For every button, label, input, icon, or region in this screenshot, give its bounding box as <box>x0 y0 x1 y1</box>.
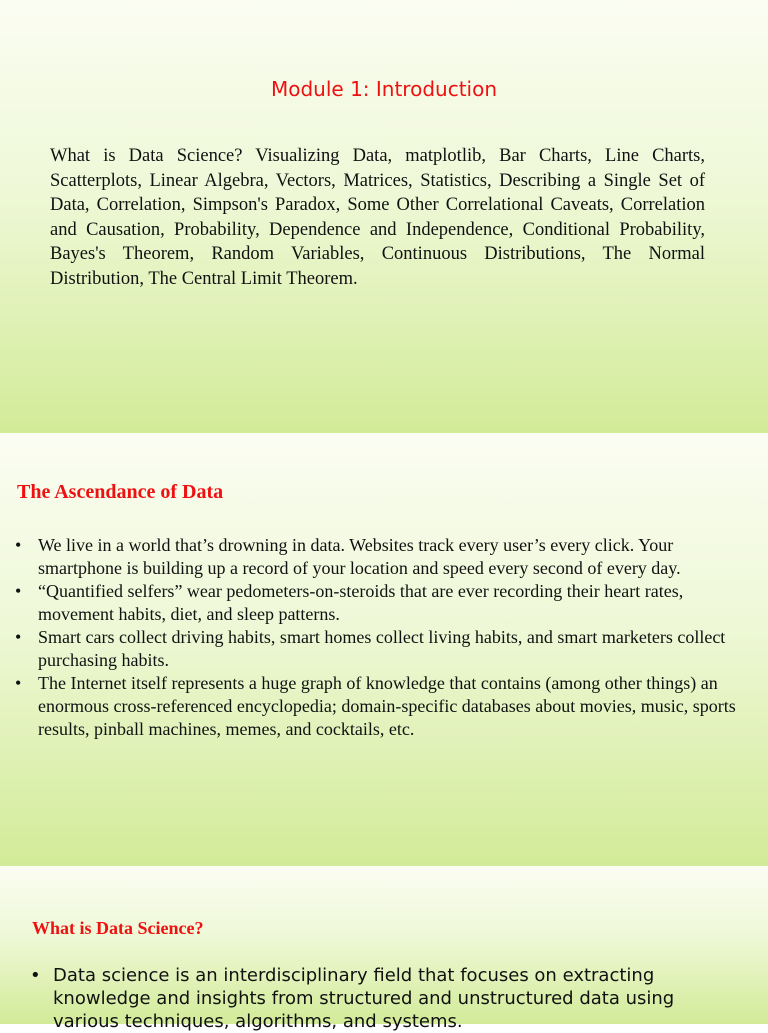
bullet-icon: • <box>15 581 22 601</box>
slide-title-module-1: Module 1: Introduction <box>270 77 497 101</box>
bullet-icon: • <box>15 673 22 693</box>
bullet-text: “Quantified selfers” wear pedometers-on-steroids that are ever recording their heart rates, movement habits, diet, and sleep patterns. <box>38 581 684 624</box>
slide-title-what-is-data-science: What is Data Science? <box>32 918 204 938</box>
ascendance-bullet-list <box>15 534 750 741</box>
list-item <box>15 672 750 741</box>
list-item <box>30 964 740 1033</box>
bullet-icon: • <box>15 627 22 647</box>
data-science-bullet-list <box>30 964 740 1033</box>
list-item <box>15 626 750 672</box>
list-item <box>15 534 750 580</box>
bullet-text: Smart cars collect driving habits, smart homes collect living habits, and smart marketers collect purchasing habits. <box>38 627 726 670</box>
bullet-text: The Internet itself represents a huge graph of knowledge that contains (among other things) an enormous cross-referenced encyclopedia; domain-specific databases about movies, music, sports results, pinball machines, memes, and cocktails, etc. <box>38 673 736 739</box>
slide-title-ascendance-of-data: The Ascendance of Data <box>17 481 224 503</box>
list-item <box>15 580 750 626</box>
bullet-icon: • <box>15 535 22 555</box>
module-topics-paragraph: What is Data Science? Visualizing Data, matplotlib, Bar Charts, Line Charts, Scatterplots, Linear Algebra, Vectors, Matrices, Statistics, Describing a Single Set of Data, Correlation, Simpson's Paradox, Some Other Correlational Caveats, Correlation and Causation, Probability, Dependence and Independence, Conditional Probability, Bayes's Theorem, Random Variables, Continuous Distributions, The Normal Distribution, The Central Limit Theorem. <box>50 146 705 289</box>
bullet-text: We live in a world that’s drowning in data. Websites track every user’s every click. Your smartphone is building up a record of your location and speed every second of every day. <box>38 535 681 578</box>
bullet-text: Data science is an interdisciplinary field that focuses on extracting knowledge and insights from structured and unstructured data using various techniques, algorithms, and systems. <box>53 965 675 1032</box>
bullet-icon: • <box>30 965 41 986</box>
